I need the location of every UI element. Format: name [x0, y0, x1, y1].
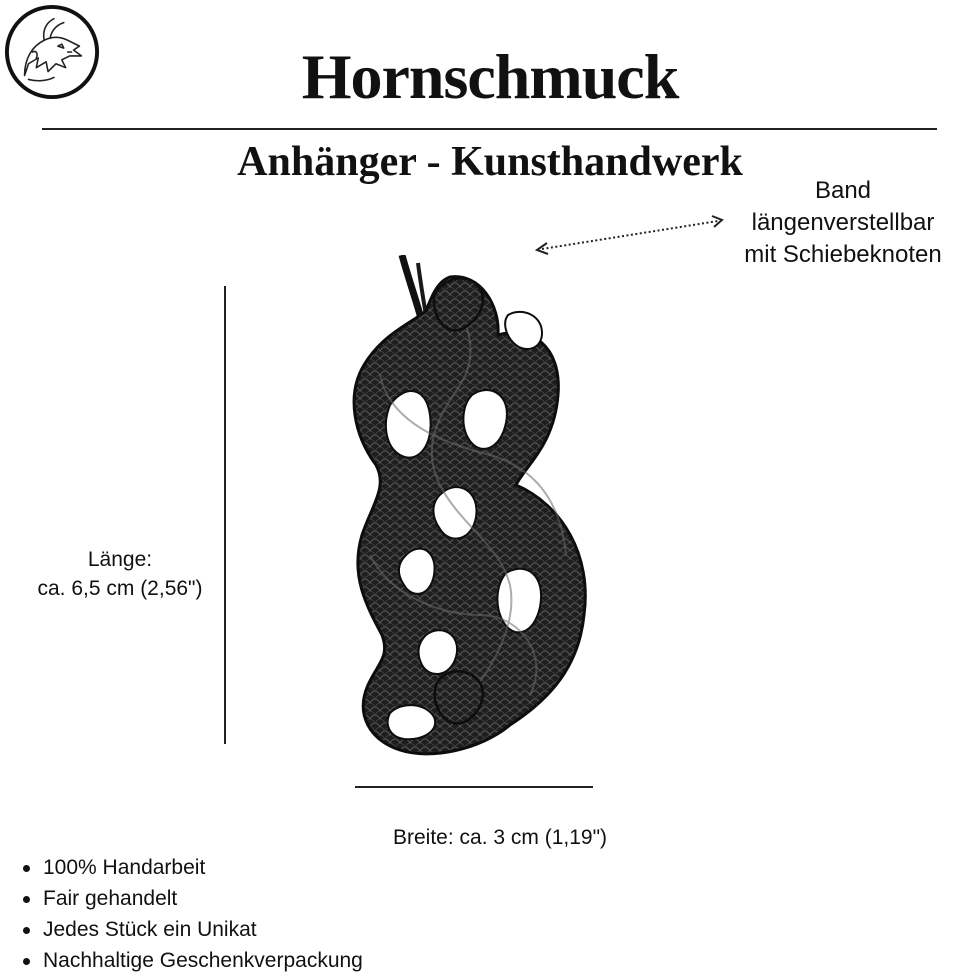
band-note-line: mit Schiebeknoten	[744, 241, 942, 268]
length-label	[20, 545, 220, 603]
snake-pendant-image	[330, 255, 610, 775]
band-pointer-arrow-icon	[530, 205, 730, 260]
list-item: Fair gehandelt	[20, 883, 363, 914]
length-label-line: Länge:	[87, 548, 153, 571]
list-item: Nachhaltige Geschenkverpackung	[20, 945, 363, 976]
list-item: 100% Handarbeit	[20, 852, 363, 883]
band-note-line: längenverstellbar	[751, 209, 935, 236]
width-dimension-line	[355, 786, 593, 788]
band-note	[712, 175, 974, 271]
page-subtitle: Anhänger - Kunsthandwerk	[237, 139, 743, 185]
band-note-line: Band	[814, 177, 872, 204]
length-label-line: ca. 6,5 cm (2,56")	[37, 577, 203, 600]
list-item: Jedes Stück ein Unikat	[20, 914, 363, 945]
page-title: Hornschmuck	[301, 41, 679, 112]
title-divider	[42, 128, 937, 130]
feature-list	[20, 852, 363, 976]
length-dimension-line	[224, 286, 226, 744]
width-label: Breite: ca. 3 cm (1,19")	[392, 826, 608, 849]
